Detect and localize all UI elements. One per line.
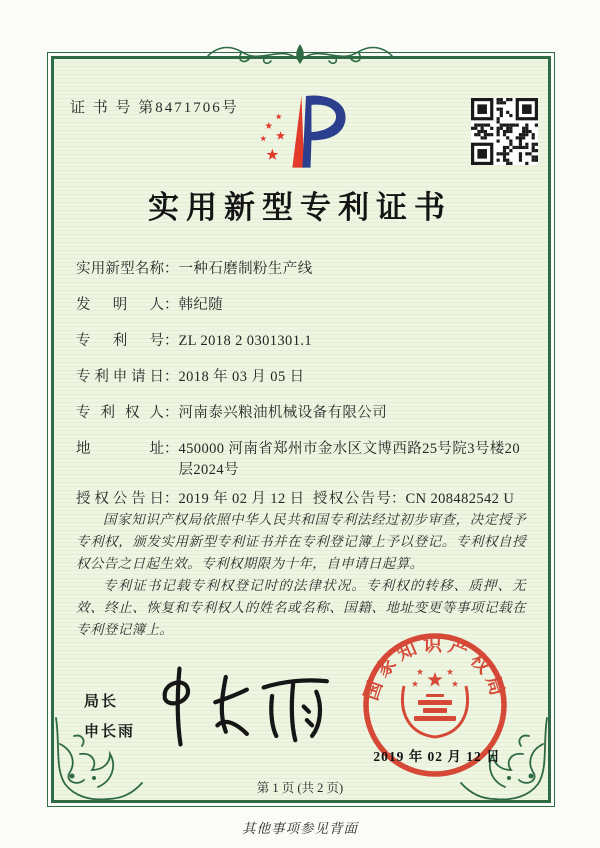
field-label: 专利申请日 xyxy=(76,369,164,385)
field-value: 450000 河南省郑州市金水区文博西路25号院3号楼20层2024号 xyxy=(178,441,520,478)
cnipa-logo-icon xyxy=(256,92,356,176)
field-value: ZL 2018 2 0301301.1 xyxy=(178,333,313,349)
back-note: 其他事项参见背面 xyxy=(242,821,358,836)
field-row-name xyxy=(76,259,526,280)
field-colon: ： xyxy=(391,491,406,507)
field-row-grant xyxy=(76,489,526,510)
seal-date: 2019 年 02 月 12 日 xyxy=(373,749,501,764)
field-row-address xyxy=(76,439,526,481)
qr-code xyxy=(471,98,538,165)
field-colon: ： xyxy=(164,491,179,507)
certificate-title: 实用新型专利证书 xyxy=(148,190,452,225)
page-number: 第 1 页 (共 2 页) xyxy=(256,781,344,795)
field-value: CN 208482542 U xyxy=(405,491,515,507)
field-value: 2018 年 03 月 05 日 xyxy=(178,369,305,385)
field-value: 一种石磨制粉生产线 xyxy=(178,261,313,277)
field-row-filing-date xyxy=(76,367,526,388)
signature-handwriting-icon xyxy=(150,662,350,752)
field-colon: ： xyxy=(164,261,179,277)
field-colon: ： xyxy=(164,333,179,349)
legal-text xyxy=(76,509,526,641)
field-label: 实用新型名称 xyxy=(76,261,164,277)
field-row-patentee xyxy=(76,403,526,424)
field-label: 发明人 xyxy=(76,297,164,313)
svg-text:国家知识产权局 xyxy=(360,633,510,703)
field-cell-grant-date xyxy=(76,489,313,510)
field-label: 地址 xyxy=(76,441,164,457)
signature-name: 申长雨 xyxy=(84,724,136,740)
field-value: 韩纪随 xyxy=(178,297,224,313)
field-label: 授权公告日 xyxy=(76,491,164,507)
signature-title: 局长 xyxy=(84,694,119,710)
body-paragraph-2: 专利证书记载专利权登记时的法律状况。专利权的转移、质押、无效、终止、恢复和专利权人的姓名或名称、国籍、地址变更等事项记载在专利登记簿上。 xyxy=(76,578,526,637)
field-colon: ： xyxy=(164,441,179,457)
field-row-inventor xyxy=(76,295,526,316)
field-label: 专利权人 xyxy=(76,405,164,421)
field-cell-grant-no xyxy=(313,489,526,510)
field-label: 授权公告号 xyxy=(313,491,391,507)
body-paragraph-1: 国家知识产权局依照中华人民共和国专利法经过初步审查，决定授予专利权，颁发实用新型专利证书并在专利登记簿上予以登记。专利权自授权公告之日起生效。专利权期限为十年，自申请日起算。 xyxy=(76,512,526,571)
field-value: 2019 年 02 月 12 日 xyxy=(178,491,305,507)
certificate-number: 证 书 号 第8471706号 xyxy=(70,100,239,116)
field-row-patent-no xyxy=(76,331,526,352)
field-list xyxy=(76,259,526,525)
field-colon: ： xyxy=(164,405,179,421)
field-colon: ： xyxy=(164,297,179,313)
seal-emblem-icon xyxy=(402,669,467,738)
field-value: 河南泰兴粮油机械设备有限公司 xyxy=(178,405,388,421)
field-colon: ： xyxy=(164,369,179,385)
seal-text: 国家知识产权局 xyxy=(361,634,509,704)
field-label: 专利号 xyxy=(76,333,164,349)
